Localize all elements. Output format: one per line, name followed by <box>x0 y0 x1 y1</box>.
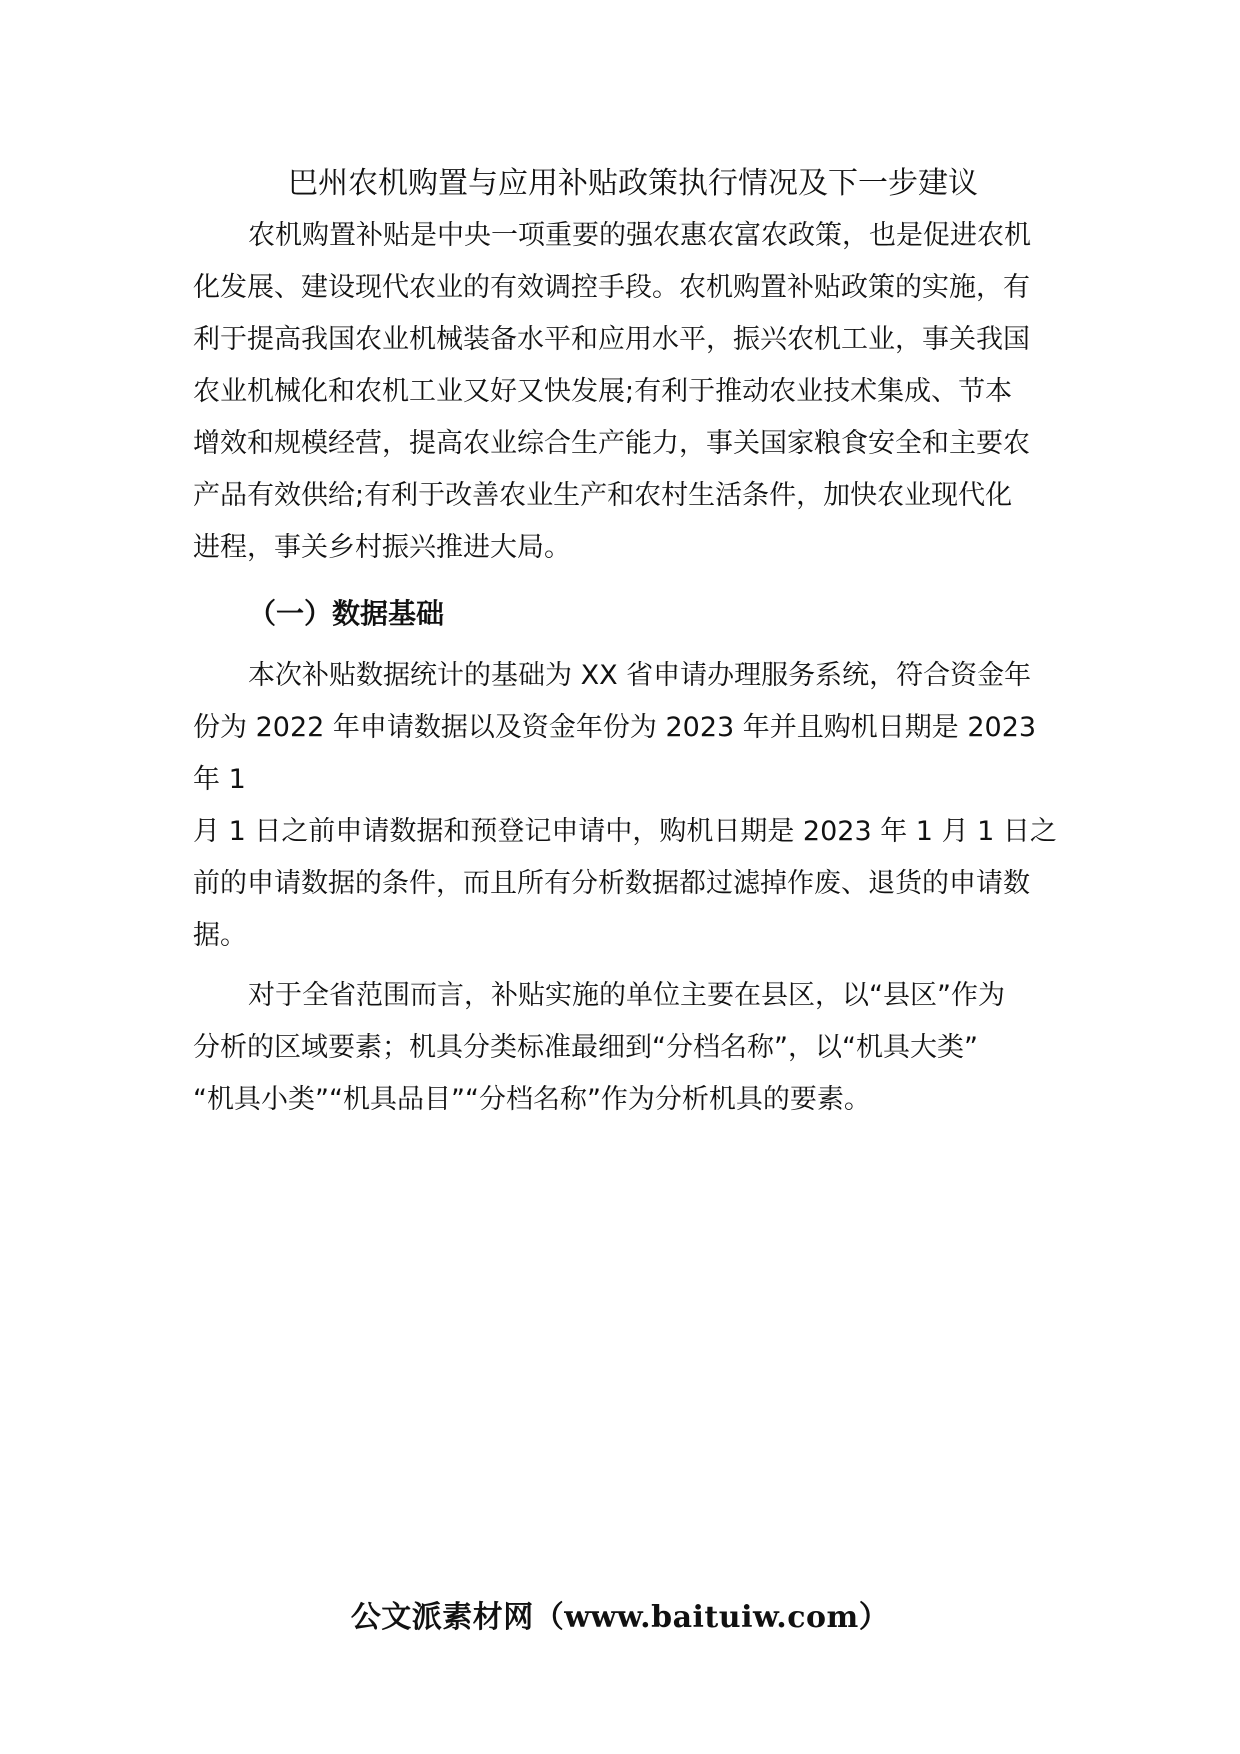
intro-paragraph <box>193 210 1093 574</box>
paragraph-line: 进程，事关乡村振兴推进大局。 <box>193 532 571 563</box>
paragraph-line: 份为 2022 年申请数据以及资金年份为 2023 年并且购机日期是 2023 <box>193 712 1037 743</box>
document-title: 巴州农机购置与应用补贴政策执行情况及下一步建议 <box>288 166 978 201</box>
paragraph-gap <box>193 962 1093 970</box>
paragraph-line: 产品有效供给;有利于改善农业生产和农村生活条件，加快农业现代化 <box>193 480 1013 511</box>
paragraph-line: 本次补贴数据统计的基础为 XX 省申请办理服务系统，符合资金年 <box>248 660 1032 691</box>
paragraph-line: 农机购置补贴是中央一项重要的强农惠农富农政策，也是促进农机 <box>248 220 1031 251</box>
paragraph-line: 年 1 <box>193 764 246 795</box>
paragraph-line: 分析的区域要素；机具分类标准最细到“分档名称”，以“机具大类” <box>193 1032 978 1063</box>
section-heading: （一）数据基础 <box>248 597 445 630</box>
paragraph-line: 增效和规模经营，提高农业综合生产能力，事关国家粮食安全和主要农 <box>193 428 1030 459</box>
document-body <box>193 158 1093 1126</box>
paragraph-line: 化发展、建设现代农业的有效调控手段。农机购置补贴政策的实施，有 <box>193 272 1030 303</box>
data-basis-paragraph <box>193 650 1093 962</box>
paragraph-line: 对于全省范围而言，补贴实施的单位主要在县区，以“县区”作为 <box>248 980 1005 1011</box>
paragraph-line: 农业机械化和农机工业又好又快发展;有利于推动农业技术集成、节本 <box>193 376 1013 407</box>
footer-watermark: 公文派素材网（www.baituiw.com） <box>350 1600 890 1635</box>
paragraph-line: 利于提高我国农业机械装备水平和应用水平，振兴农机工业，事关我国 <box>193 324 1030 355</box>
paragraph-line: 月 1 日之前申请数据和预登记申请中，购机日期是 2023 年 1 月 1 日之 <box>193 816 1057 847</box>
paragraph-line: “机具小类”“机具品目”“分档名称”作为分析机具的要素。 <box>193 1084 871 1115</box>
paragraph-line: 前的申请数据的条件，而且所有分析数据都过滤掉作废、退货的申请数 <box>193 868 1030 899</box>
scope-paragraph <box>193 970 1093 1126</box>
paragraph-line: 据。 <box>193 920 247 951</box>
